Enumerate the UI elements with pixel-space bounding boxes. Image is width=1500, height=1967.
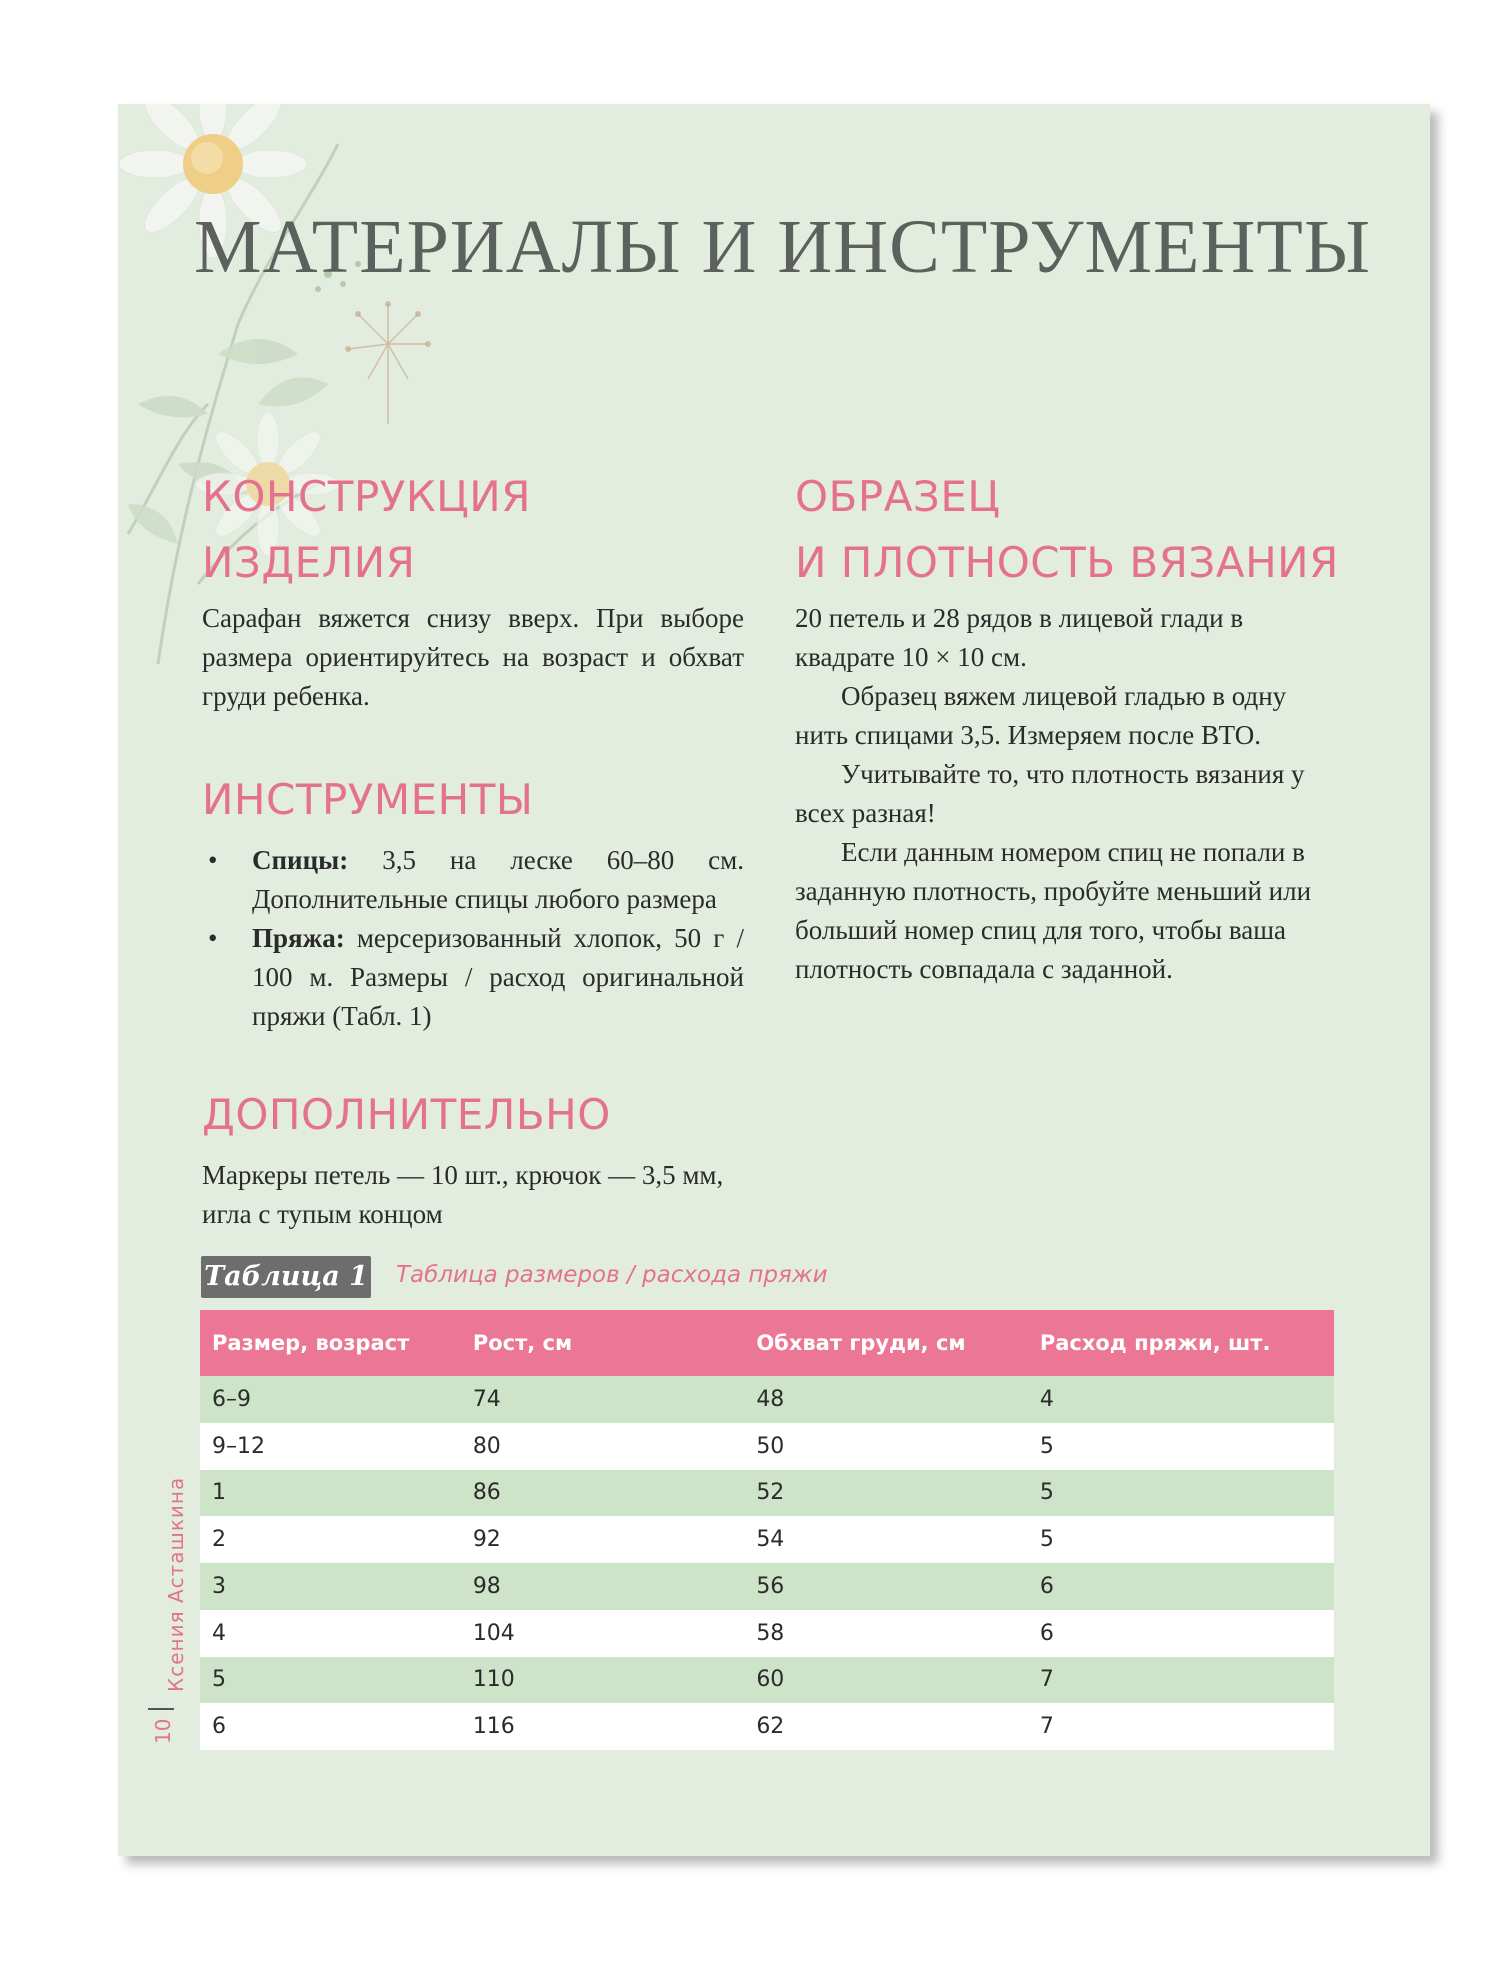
- sizes-table: [200, 1310, 1334, 1750]
- table-cell: 62: [744, 1703, 1028, 1750]
- gauge-heading-line2: И ПЛОТНОСТЬ ВЯЗАНИЯ: [795, 538, 1339, 587]
- table-cell: 9–12: [200, 1423, 461, 1470]
- construction-heading-line1: КОНСТРУКЦИЯ: [202, 472, 531, 521]
- table-badge: Таблица 1: [201, 1256, 371, 1298]
- page: [118, 104, 1430, 1856]
- table-cell: 3: [200, 1563, 461, 1610]
- table-cell: 5: [200, 1657, 461, 1704]
- tools-item-label: Пряжа:: [252, 923, 345, 953]
- table-body: [200, 1376, 1334, 1750]
- table-cell: 5: [1028, 1516, 1334, 1563]
- table-cell: 56: [744, 1563, 1028, 1610]
- tools-item-text: мерсеризованный хлопок, 50 г / 100 м. Размеры / расход оригинальной пряжи (Табл. 1): [252, 923, 744, 1031]
- table-cell: 116: [461, 1703, 745, 1750]
- column-header: Рост, см: [461, 1310, 745, 1376]
- table-cell: 92: [461, 1516, 745, 1563]
- tools-item-label: Спицы:: [252, 845, 349, 875]
- table-cell: 6: [1028, 1610, 1334, 1657]
- table-cell: 48: [744, 1376, 1028, 1423]
- page-title: МАТЕРИАЛЫ И ИНСТРУМЕНТЫ: [194, 205, 1372, 289]
- divider: [148, 1708, 174, 1710]
- table-cell: 5: [1028, 1423, 1334, 1470]
- table-cell: 104: [461, 1610, 745, 1657]
- table-row: [200, 1376, 1334, 1423]
- table-cell: 5: [1028, 1470, 1334, 1517]
- tools-item-needles: [202, 841, 744, 919]
- author-name: Ксения Асташкина: [164, 1476, 188, 1692]
- table-cell: 54: [744, 1516, 1028, 1563]
- gauge-heading-line1: ОБРАЗЕЦ: [795, 472, 1001, 521]
- column-header: Расход пряжи, шт.: [1028, 1310, 1334, 1376]
- table-row: [200, 1610, 1334, 1657]
- table-row: [200, 1563, 1334, 1610]
- extra-text: Маркеры петель — 10 шт., крючок — 3,5 мм, игла с тупым концом: [202, 1160, 724, 1229]
- page-number: 10: [151, 1718, 175, 1744]
- tools-list: [202, 841, 744, 1036]
- table-cell: 4: [1028, 1376, 1334, 1423]
- table-caption: Таблица размеров / расхода пряжи: [396, 1262, 828, 1288]
- table-cell: 7: [1028, 1703, 1334, 1750]
- table-cell: 6: [200, 1703, 461, 1750]
- extra-heading: ДОПОЛНИТЕЛЬНО: [202, 1090, 611, 1139]
- table-cell: 86: [461, 1470, 745, 1517]
- tools-heading: ИНСТРУМЕНТЫ: [202, 775, 534, 824]
- gauge-paragraph: Образец вяжем лицевой гладью в одну нить спицами 3,5. Измеряем после ВТО.: [795, 681, 1287, 750]
- column-header: Размер, возраст: [200, 1310, 461, 1376]
- table-header-row: [200, 1310, 1334, 1376]
- table-cell: 7: [1028, 1657, 1334, 1704]
- table-cell: 98: [461, 1563, 745, 1610]
- tools-item-text: 3,5 на леске 60–80 см. Дополнительные спицы любого размера: [252, 845, 744, 914]
- gauge-heading: [795, 464, 1339, 596]
- table-cell: 6–9: [200, 1376, 461, 1423]
- gauge-paragraph: 20 петель и 28 рядов в лицевой глади в квадрате 10 × 10 см.: [795, 603, 1244, 672]
- table-cell: 58: [744, 1610, 1028, 1657]
- bullet-icon: •: [208, 845, 218, 875]
- table-row: [200, 1423, 1334, 1470]
- table-cell: 80: [461, 1423, 745, 1470]
- gauge-paragraph: Учитывайте то, что плотность вязания у всех разная!: [795, 759, 1305, 828]
- tools-item-yarn: [202, 919, 744, 1036]
- bullet-icon: •: [208, 923, 218, 953]
- table-cell: 60: [744, 1657, 1028, 1704]
- table-cell: 74: [461, 1376, 745, 1423]
- table-cell: 1: [200, 1470, 461, 1517]
- table-cell: 110: [461, 1657, 745, 1704]
- gauge-text: [795, 599, 1330, 989]
- table-cell: 52: [744, 1470, 1028, 1517]
- construction-heading-line2: ИЗДЕЛИЯ: [202, 538, 416, 587]
- table-cell: 4: [200, 1610, 461, 1657]
- table-row: [200, 1657, 1334, 1704]
- construction-text: Сарафан вяжется снизу вверх. При выборе размера ориентируйтесь на возраст и обхват груди ребенка.: [202, 603, 744, 711]
- table-row: [200, 1470, 1334, 1517]
- table-row: [200, 1516, 1334, 1563]
- construction-heading: [202, 464, 531, 596]
- column-header: Обхват груди, см: [744, 1310, 1028, 1376]
- gauge-paragraph: Если данным номером спиц не попали в заданную плотность, пробуйте меньший или больший номер спиц для того, чтобы ваша плотность совпадала с заданной.: [795, 837, 1312, 984]
- table-cell: 6: [1028, 1563, 1334, 1610]
- table-row: [200, 1703, 1334, 1750]
- table-cell: 50: [744, 1423, 1028, 1470]
- table-cell: 2: [200, 1516, 461, 1563]
